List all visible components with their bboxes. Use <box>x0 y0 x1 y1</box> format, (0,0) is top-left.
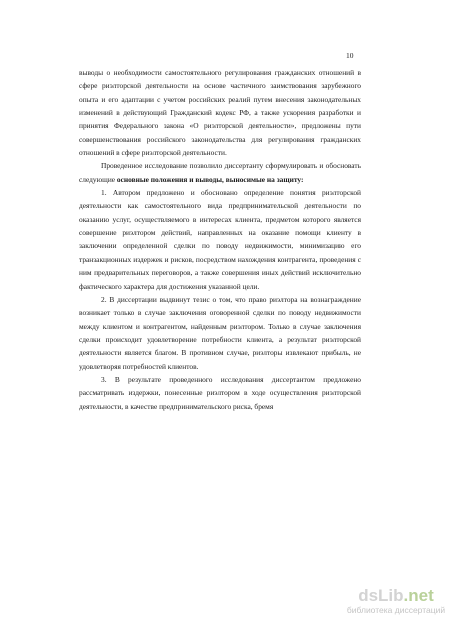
paragraph-provision-2: 2. В диссертации выдвинут тезис о том, что право риэлтора на вознаграждение возникает только в случае заключения оговоренной сделки по поводу недвижимости между клиентом и контрагентом, найденным риэлтором. Только в случае заключения сделки происходит удовлетворение потребности клиента, а результат риэлторской деятельности является благом. В противном случае, риэлторы извлекают прибыль, не удовлетворяя потребностей клиентов. <box>79 294 361 371</box>
dslib-watermark <box>346 586 446 615</box>
page-number: 10 <box>346 51 354 60</box>
watermark-caption: библиотека диссертаций <box>346 605 446 615</box>
paragraph-provision-1: 1. Автором предложено и обосновано определение понятия риэлторской деятельности как самостоятельного вида предпринимательской деятельности по оказанию услуг, осуществляемого в интересах клиента, предметом которого является совершение риэлтором действий, направленных на оказание помощи клиенту в заключении определенной сделки по поводу недвижимости, минимизацию его транзакционных издержек и рисков, посредством нахождения контрагента, проведения с ним предварительных переговоров, а также совершения иных действий исключительно фактического характера для достижения указанной цели. <box>79 188 361 291</box>
paragraph-research-summary <box>79 159 361 186</box>
dslib-logo: dsLib.net <box>358 586 434 605</box>
paragraph-conclusions: выводы о необходимости самостоятельного регулирования гражданских отношений в сфере риэлторской деятельности на основе частичного заимствования зарубежного опыта и его адаптации с учетом российских реалий путем внесения законодательных изменений в действующий Гражданский кодекс РФ, а также ускорения разработки и принятия Федерального закона «О риэлторской деятельности», предложены пути совершенствования российского законодательства для регулирования гражданских отношений в сфере риэлторской деятельности. <box>79 68 361 158</box>
document-body <box>79 66 361 413</box>
paragraph-intro-text: Проведенное исследование позволило диссертанту сформулировать и обосновать следующие <box>79 161 361 184</box>
paragraph-provision-3: 3. В результате проведенного исследования диссертантом предложено рассматривать издержки, понесенные риэлтором в ходе осуществления риэлторской деятельности, в качестве предпринимательского риска, бремя <box>79 374 361 411</box>
defense-provisions-heading: основные положения и выводы, выносимые на защиту: <box>116 174 304 184</box>
